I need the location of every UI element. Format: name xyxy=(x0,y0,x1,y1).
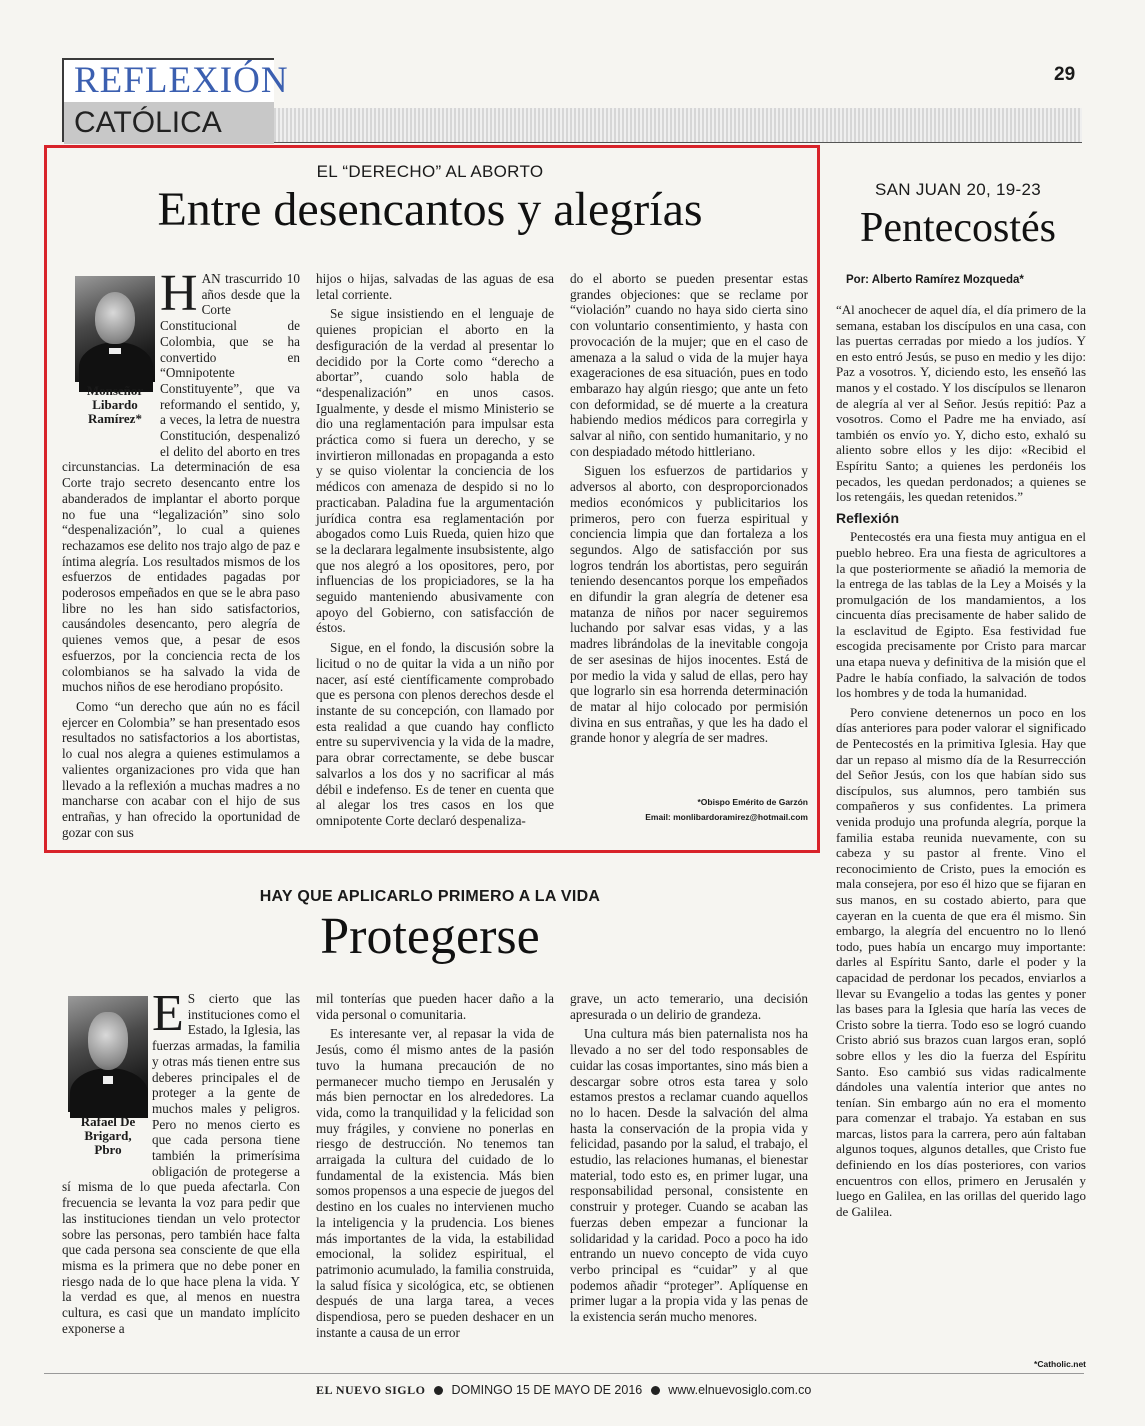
article2-column-3: grave, un acto temerario, una decisión apresurada o un delirio de grandeza. Una cultura más bien paternalista nos ha llevado a no ser del todo responsables de cuidar las cosas importantes, sino más bien a descargar sobre otros esta tarea y solo estamos prestos a reclamar cuando aquellos no lo hacen. Desde la salvación del alma hasta la conservación de la propia vida y felicidad, pasando por la salud, el trabajo, el estudio, las relaciones humanas, el bienestar material, todo esto es, en primer lugar, una responsabilidad personal, consistente en construir y proteger. Cuando se acaban las fuerzas deben empezar a funcionar la solidaridad y la caridad. Poco a poco ha ido entrando un nuevo concepto de vida cuyo verbo principal es “cuidar” y al que podemos añadir “proteger”. Aplíquense en primer lugar a la propia vida y las penas de la existencia serán mucho menores. xyxy=(570,991,808,1325)
article3-kicker: SAN JUAN 20, 19-23 xyxy=(874,180,1042,199)
article3-subhead: Reflexión xyxy=(836,509,900,526)
article1-column-1: HAN trascurrido 10 años desde que la Corte Constitucional de Colombia, que se ha convertido en “Omnipotente Constituyente”, que va reformando el sentido, y, a veces, la letra de nuestra Constitución, despenalizó el delito del aborto en tres circunstancias. La determinación de esa Corte trajo secreto desencanto entre los abanderados de implantar el aborto porque no fue una “legalización” sino solo “despenalización”, lo cual a quienes rechazamos ese delito nos trajo algo de paz e íntima alegría. Los resultados mismos de los esfuerzos de entidades pagadas por poderosos empeñados en que se le abra paso libre no les han sido satisfactorios, causándoles desencanto, pero alegría de quienes vemos que, a pesar de esos esfuerzos, por la conciencia recta de los colombianos se ha salvado la vida de muchos niños de ese herodiano propósito. Como “un derecho que aún no es fácil ejercer en Colombia” se han presentado esos resultados no satisfactorios a los abortistas, lo cual nos alegra a quienes estimulamos a valientes organizaciones pro vida que han llevado a la reflexión a muchas madres a no mancharse con acabar con el hijo de sus entrañas, y han ofrecido la oportunidad de gozar con sus xyxy=(62,265,300,840)
article2-column-1: E S cierto que las instituciones como el Estado, la Iglesia, las fuerzas armadas, la familia y otras más tienen entre sus deberes principales el de proteger a la gente de muchos males y peligros. Pero no menos cierto es que cada persona tiene también la primerísima obligación de protegerse a sí misma de lo que pueda afectarla. Con frecuencia se levanta la voz para pedir que las instituciones tiendan un velo protector sobre las personas, pero también hace falta que cada persona sea consciente de que ella misma es la primera que no debe poner en riesgo nada de lo que hace plena la vida. Y la verdad es que, al menos en nuestra cultura, es casi que un mandato implícito exponerse a xyxy=(62,985,300,1336)
header-stripe xyxy=(274,108,1082,143)
article1-signoff: *Obispo Emérito de Garzón xyxy=(697,797,808,807)
dropcap: H xyxy=(160,265,198,322)
dropcap: E xyxy=(152,985,184,1042)
article1-column-3: do el aborto se pueden presentar estas grandes objeciones: que se reclame por “violación” cuando no haya sido cierta sino con voluntario consentimiento, y hasta con provocación de la mujer; que en el caso de amenaza a la salud o vida de la mujer haya exageraciones de esa situación, pues en todo embarazo hay algún riesgo; que ante un feto con deformidad, se dé muerte a la creatura habiendo medios médicos para corregirla y salvar al niño, con sentido humanitario, y no con despiadado método hittleriano. Siguen los esfuerzos de partidarios y adversos al aborto, con desproporcionados medios económicos y publicitarios los primeros, pero con fuerza espiritual y conciencia limpia que dan fortaleza a los segundos. Algo de satisfacción por sus logros tendrán los abortistas, pero seguirán teniendo desencantos porque los empeñados en difundir la gran alegría de detener esa matanza de niños por nacer seguiremos luchando por salvar esas vidas, y a las madres librándolas de la inevitable congoja de ser asesinas de hijos inocentes. Está de por medio la vida y salud de ellas, pero hay que lograrlo sin esa horrenda determinación de matar al hijo colocado por permisión divina en sus entrañas, y que les ha dado el grande honor y alegría de ser madres. xyxy=(570,271,808,746)
article3-signoff: *Catholic.net xyxy=(1034,1359,1086,1369)
author-caption: Rafael De Brigard, Pbro xyxy=(80,1114,136,1157)
newspaper-logo: EL NUEVO SIGLO xyxy=(316,1383,426,1397)
article1-column-2: hijos o hijas, salvadas de las aguas de esa letal corriente. Se sigue insistiendo en el lenguaje de quienes propician el aborto en la desfiguración de la verdad al presentar lo decidido por la Corte como “derecho a abortar”, cuando solo habla de “despenalización” en unos casos. Igualmente, y desde el mismo Ministerio se dio una reglamentación para impulsar esta práctica como si fuera un derecho, y se invirtieron millonadas en propaganda a esto y se quiso violentar la conciencia de los médicos con amenaza de despido si no lo practicaban. Paladina fue la argumentación jurídica contra esa reglamentación por abogados como Luis Rueda, quien hizo que se la declarara legalmente insubsistente, algo que nos alegró a los opositores, pero, por influencias de los propiciadores, se la ha seguido manteniendo abusivamente con apoyo del Gobierno, con satisfacción de éstos. Sigue, en el fondo, la discusión sobre la licitud o no de quitar la vida a un niño por nacer, así esté científicamente comprobado que es persona con plenos derechos desde el instante de su concepción, con llamado por esta realidad a que cuando hay conflicto entre su supervivencia y la vida de la madre, para obrar correctamente, se debe buscar salvarlos a los dos y no sacrificar al más débil e indefenso. Es de tener en cuenta que al alegar los tres casos en los que omnipotente Corte declaró despenaliza- xyxy=(316,271,554,828)
article1-title: Entre desencantos y alegrías xyxy=(157,183,703,236)
bullet-icon xyxy=(434,1386,443,1395)
section-title-bottom: CATÓLICA xyxy=(64,102,274,144)
page-number: 29 xyxy=(1054,64,1076,85)
article2-title: Protegerse xyxy=(320,908,540,965)
author-caption: Monseñor Libardo Ramírez* xyxy=(86,383,144,426)
article2-kicker: HAY QUE APLICARLO PRIMERO A LA VIDA xyxy=(259,888,601,905)
article2-column-2: mil tonterías que pueden hacer daño a la vida personal o comunitaria. Es interesante ver, al repasar la vida de Jesús, como él mismo antes de la pasión tuvo la humana precaución de no permanecer mucho tiempo en Jerusalén y más bien pernoctar en los alrededores. La vida, como la tranquilidad y la felicidad son muy frágiles, y conviene no ponerlas en riesgo de destrucción. No tenemos tan arraigada la cultura del cuidado de lo fundamental de la existencia. Más bien somos propensos a una especie de juegos del destino en los cuales no intervienen mucho la inteligencia y la prudencia. Los bienes más importantes de la vida, la estabilidad emocional, la solidez espiritual, el patrimonio acumulado, la familia construida, la salud física y sicológica, etc, se obtienen después de una larga tarea, a veces dispendiosa, pero se pueden deshacer en un instante a causa de un error xyxy=(316,991,554,1340)
section-title-top: REFLEXIÓN xyxy=(64,60,274,102)
website-url: www.elnuevosiglo.com.co xyxy=(668,1383,812,1397)
footer xyxy=(316,1383,811,1398)
section-logo xyxy=(62,58,289,142)
article3-title: Pentecostés xyxy=(860,205,1056,251)
article3-byline: Por: Alberto Ramírez Mozqueda* xyxy=(846,274,1024,286)
article1-kicker: EL “DERECHO” AL ABORTO xyxy=(316,162,544,181)
issue-date: DOMINGO 15 DE MAYO DE 2016 xyxy=(451,1383,643,1397)
article3-body: “Al anochecer de aquel día, el día primero de la semana, estaban los discípulos en una casa, con las puertas cerradas por miedo a los judíos. Y en esto entró Jesús, se puso en medio y les dijo: Paz a vosotros. Y, diciendo esto, les enseñó las manos y el costado. Y los discípulos se llenaron de alegría al ver al Señor. Jesús repitió: Paz a vosotros. Como el Padre me ha enviado, así también os envío yo. Y, dicho esto, exhaló su aliento sobre ellos y les dijo: «Recibid el Espíritu Santo; a quienes les perdonéis los pecados, les quedan perdonados; a quienes se los retengáis, les quedan retenidos.” Reflexión Pentecostés era una fiesta muy antigua en el pueblo hebreo. Era una fiesta de agricultores a la que posteriormente se añadió la memoria de la entrega de las tablas de la Ley a Moisés y la promulgación de los mandamientos, a los cincuenta días precisamente de haber salido de la esclavitud de Egipto. Esa festividad fue escogida precisamente por Cristo para marcar una etapa nueva y definitiva de la misión que el Padre le había confiado, la salvación de todos los hombres y de toda la humanidad. Pero conviene detenernos un poco en los días anteriores para poder valorar el significado de Pentecostés en la primitiva Iglesia. Hay que dar un repaso al mismo día de la Resurrección del Señor Jesús, con los que habían sido sus discípulos, sus alumnos, pero también sus compañeros y sus confidentes. La primera venida produjo una profunda alegría, porque la familia estaba reunida nuevamente, con su cabeza y su pastor al frente. Vino el reconocimiento de Cristo, pues la emoción es mala consejera, por eso él hizo que se fijaran en sus manos, en su costado abierto, para que cayeran en la cuenta de que era él mismo. Sin embargo, la alegría del encuentro no lo llenó todo, pues había un encargo muy importante: darles al Espíritu Santo, darle el poder y la capacidad de perdonar los pecados, enviarlos a llevar su Evangelio a todas las gentes y poner las bases para la Iglesia que haría las veces de Cristo sobre la tierra. Todo eso se logró cuando Cristo abrió sus brazos cuan largos eran, sopló sobre ellos y les dio la fuerza del Espíritu Santo. Eso cambió sus vidas radicalmente dándoles una valentía interior que antes no tenían. Sin embargo aún no era el momento para comenzar el trabajo. Ya estaban en sus marcas, listos para la carrera, pero aún faltaban algunos toques, algunos detalles, que Cristo fue definiendo en los días posteriores, con varios encuentros con ellos, primero en Jerusalén y luego en Galilea, en las orillas del querido lago de Galilea. xyxy=(836,302,1086,1219)
bullet-icon xyxy=(651,1386,660,1395)
footer-rule xyxy=(44,1373,1084,1374)
gospel-quote: “Al anochecer de aquel día, el día primero de la semana, estaban los discípulos en una casa, con las puertas cerradas por miedo a los judíos. Y en esto entró Jesús, se puso en medio y les dijo: Paz a vosotros. Y, diciendo esto, les enseñó las manos y el costado. Y los discípulos se llenaron de alegría al ver al Señor. Jesús repitió: Paz a vosotros. Como el Padre me ha enviado, así también os envío yo. Y, dicho esto, exhaló su aliento sobre ellos y les dijo: «Recibid el Espíritu Santo; a quienes les perdonéis los pecados, les quedan perdonados; a quienes se los retengáis, les quedan retenidos.” xyxy=(836,302,1086,505)
author-email: Email: monlibardoramirez@hotmail.com xyxy=(645,812,808,822)
